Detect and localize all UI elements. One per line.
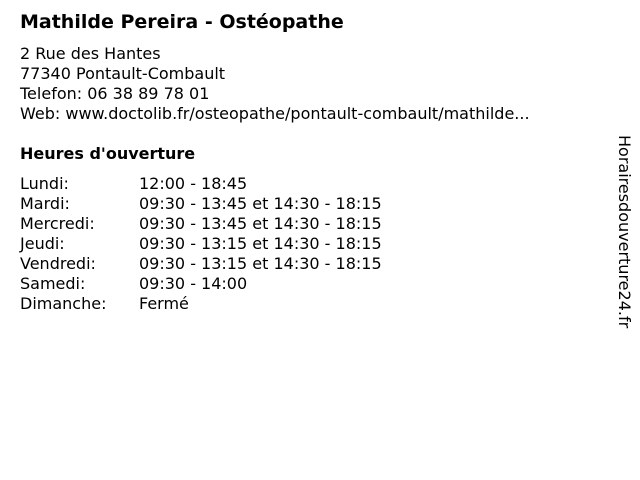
hours-value: 12:00 - 18:45 bbox=[139, 174, 248, 193]
day-label: Samedi: bbox=[20, 274, 86, 293]
watermark-text: Horairesdouverture24.fr bbox=[615, 135, 634, 329]
day-label: Mardi: bbox=[20, 194, 70, 213]
website: Web: www.doctolib.fr/osteopathe/pontault-combault/mathilde... bbox=[20, 104, 530, 123]
hours-value: Fermé bbox=[139, 294, 189, 313]
day-label: Dimanche: bbox=[20, 294, 107, 313]
day-label: Jeudi: bbox=[20, 234, 65, 253]
hours-row-jeudi bbox=[20, 234, 440, 254]
page-title: Mathilde Pereira - Ostéopathe bbox=[20, 11, 344, 33]
hours-value: 09:30 - 13:45 et 14:30 - 18:15 bbox=[139, 194, 382, 213]
hours-value: 09:30 - 13:45 et 14:30 - 18:15 bbox=[139, 214, 382, 233]
hours-row-vendredi bbox=[20, 254, 440, 274]
hours-table bbox=[20, 174, 440, 314]
city-address: 77340 Pontault-Combault bbox=[20, 64, 226, 83]
hours-row-lundi bbox=[20, 174, 440, 194]
day-label: Mercredi: bbox=[20, 214, 95, 233]
hours-value: 09:30 - 13:15 et 14:30 - 18:15 bbox=[139, 234, 382, 253]
hours-row-mercredi bbox=[20, 214, 440, 234]
day-label: Lundi: bbox=[20, 174, 69, 193]
day-label: Vendredi: bbox=[20, 254, 96, 273]
watermark bbox=[610, 135, 636, 345]
street-address: 2 Rue des Hantes bbox=[20, 44, 161, 63]
hours-value: 09:30 - 13:15 et 14:30 - 18:15 bbox=[139, 254, 382, 273]
hours-row-mardi bbox=[20, 194, 440, 214]
hours-row-dimanche bbox=[20, 294, 440, 314]
phone-number: Telefon: 06 38 89 78 01 bbox=[20, 84, 210, 103]
contact-info bbox=[20, 44, 530, 124]
hours-heading: Heures d'ouverture bbox=[20, 144, 196, 163]
hours-row-samedi bbox=[20, 274, 440, 294]
hours-value: 09:30 - 14:00 bbox=[139, 274, 248, 293]
